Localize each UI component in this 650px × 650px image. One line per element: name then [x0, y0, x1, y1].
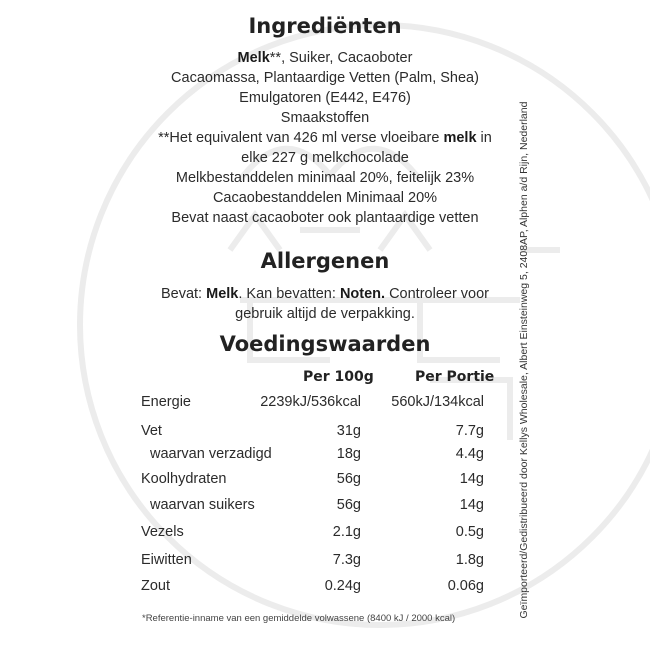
ingredient-line: Emulgatoren (E442, E476) [239, 90, 411, 106]
ingredients-heading: Ingrediënten [248, 14, 402, 38]
importer-address: Geïmporteerd/Gedistribueerd door Kellys Wholesale, Albert Einsteinweg 5, 2408AP, Alphen a/d Rijn, Nederland [518, 101, 530, 619]
allergens-text-part: Bevat: [160, 286, 207, 302]
allergens-text-part: Controleer voor [385, 286, 490, 302]
allergen-milk: Melk [206, 286, 239, 302]
value-per-100g: 2.1g [332, 524, 361, 540]
nutrient-label: Vezels [141, 524, 184, 540]
ingredient-line [90, 48, 560, 68]
value-per-100g: 31g [336, 423, 361, 439]
value-per-100g: 0.24g [324, 578, 361, 594]
allergens-line: gebruik altijd de verpakking. [235, 306, 415, 322]
nutrition-row-carbohydrates [0, 471, 650, 493]
nutrition-row-sugars [0, 497, 650, 519]
ingredient-line: Bevat naast cacaoboter ook plantaardige vetten [171, 210, 479, 226]
nutrition-row-fibre [0, 524, 650, 546]
ingredient-line-text: **, Suiker, Cacaoboter [269, 50, 413, 66]
ingredient-line: Cacaobestanddelen Minimaal 20% [212, 190, 438, 206]
nutrient-label: waarvan verzadigd [150, 446, 272, 462]
value-per-portion: 7.7g [455, 423, 484, 439]
nutrition-row-energy [0, 394, 650, 416]
allergen-nuts: Noten. [339, 286, 386, 302]
reference-footnote: *Referentie-inname van een gemiddelde volwassene (8400 kJ / 2000 kcal) [142, 613, 456, 624]
nutrition-row-fat [0, 423, 650, 445]
allergens-heading: Allergenen [260, 249, 390, 273]
ingredient-line: elke 227 g melkchocolade [241, 150, 409, 166]
ingredient-line: Melkbestanddelen minimaal 20%, feitelijk 23% [175, 170, 475, 186]
ingredient-milk-bold: Melk [237, 50, 270, 66]
allergens-text [150, 284, 500, 324]
value-per-portion: 14g [459, 497, 484, 513]
value-per-portion: 14g [459, 471, 484, 487]
value-per-portion: 0.06g [447, 578, 484, 594]
value-per-portion: 0.5g [455, 524, 484, 540]
nutrient-label: Vet [141, 423, 162, 439]
column-header-per-portion: Per Portie [415, 369, 495, 385]
allergens-line [150, 284, 500, 304]
value-per-100g: 7.3g [332, 552, 361, 568]
ingredient-line-text: in [476, 130, 492, 146]
value-per-portion: 4.4g [455, 446, 484, 462]
nutrient-label: Koolhydraten [141, 471, 227, 487]
nutrient-label: Energie [141, 394, 191, 410]
ingredients-list [90, 48, 560, 228]
value-per-portion: 1.8g [455, 552, 484, 568]
ingredient-line-text: **Het equivalent van 426 ml verse vloeibare [158, 130, 444, 146]
allergens-text-part: . Kan bevatten: [238, 286, 340, 302]
value-per-100g: 56g [336, 471, 361, 487]
nutrient-label: Eiwitten [141, 552, 192, 568]
nutrition-row-protein [0, 552, 650, 574]
nutrition-heading: Voedingswaarden [219, 332, 431, 356]
value-per-100g: 56g [336, 497, 361, 513]
value-per-100g: 2239kJ/536kcal [260, 394, 361, 410]
nutrition-row-saturated [0, 446, 650, 468]
ingredient-line: Smaakstoffen [280, 110, 370, 126]
ingredient-milk-bold: melk [443, 130, 477, 146]
nutrient-label: Zout [141, 578, 171, 594]
nutrition-row-salt [0, 578, 650, 600]
value-per-portion: 560kJ/134kcal [391, 394, 484, 410]
ingredient-line [90, 128, 560, 148]
column-header-per-100g: Per 100g [303, 369, 374, 385]
value-per-100g: 18g [336, 446, 361, 462]
nutrient-label: waarvan suikers [150, 497, 255, 513]
ingredient-line: Cacaomassa, Plantaardige Vetten (Palm, Shea) [171, 70, 479, 86]
